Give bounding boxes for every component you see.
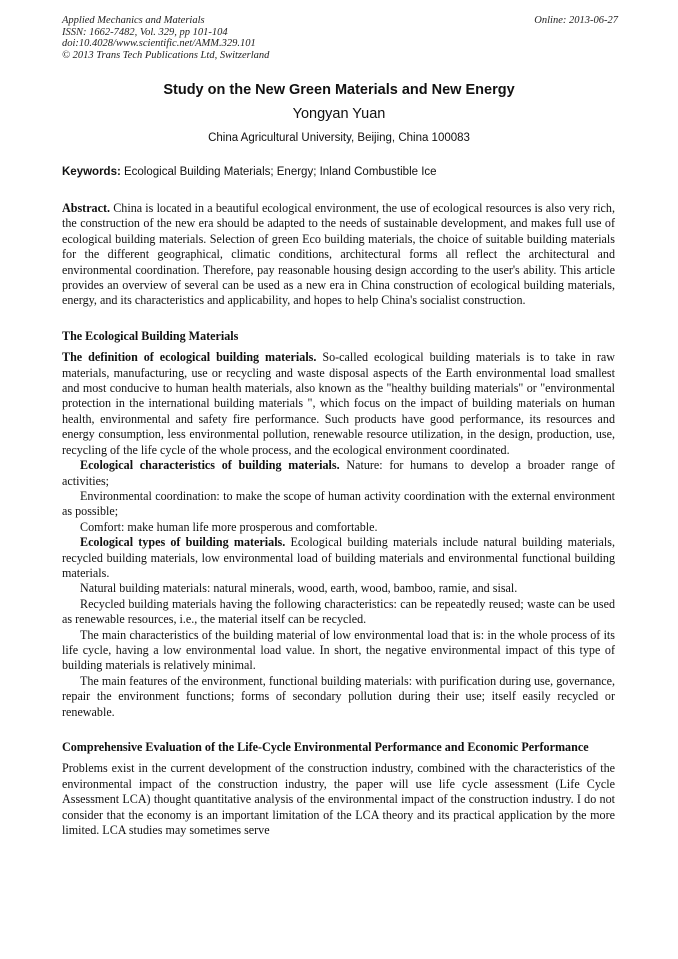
paragraph-functional: The main features of the environment, functional building materials: with purification during use, governance, repair the environment functions; forms of secondary pollution during their use; itself easily recycled or renewable. [62,673,615,719]
doi-line: doi:10.4028/www.scientific.net/AMM.329.101 [62,38,256,49]
keywords-label: Keywords: [62,166,121,178]
paper-title: Study on the New Green Materials and New Energy [163,82,515,98]
types-text: Ecological building materials include natural building materials, recycled building materials, low environmental load of building materials and environmental functional building materials. [62,535,615,580]
definition-text: So-called ecological building materials is to take in raw materials, manufacturing, use or recycling and waste disposal aspects of the Earth environmental load smallest and most conducive to human health materials, also known as the "healthy building materials" or "environmental protection in the international building materials ", which focus on the impact of building materials on human health, environmental and safety fire performance. Such products have good performance, its resources and energy consumption, less environmental pollution, renewable resource utilization, in the design, production, use, recycling of the life cycle of the whole process, and the ecological environment coordinated. [62,350,615,457]
issn-line: ISSN: 1662-7482, Vol. 329, pp 101-104 [62,26,228,38]
paragraph-low-load: The main characteristics of the building material of low environmental load that is: in the whole process of its life cycle, having a low environmental load value. In short, the negative environmental impact of this type of building materials is relatively minimal. [62,627,615,673]
paragraph-natural: Natural building materials: natural minerals, wood, earth, wood, bamboo, ramie, and sisal. [80,581,518,596]
paragraph-characteristics [62,458,615,489]
online-date: Online: 2013-06-27 [534,15,618,26]
paragraph-types [62,535,615,581]
characteristics-text: Nature: for humans to develop a broader range of activities; [62,458,615,488]
paragraph-recycled: Recycled building materials having the following characteristics: can be repeatedly reused; waste can be used as renewable resources, i.e., the material itself can be recycled. [62,596,615,627]
characteristics-label: Ecological characteristics of building materials. [80,458,340,473]
section-heading-ecological: The Ecological Building Materials [62,328,239,343]
keywords [62,165,616,179]
keywords-text: Ecological Building Materials; Energy; Inland Combustible Ice [120,166,437,178]
affiliation: China Agricultural University, Beijing, China 100083 [208,132,470,144]
paragraph-env-coordination: Environmental coordination: to make the scope of human activity coordination with the external environment as possible; [62,488,615,519]
abstract-text: China is located in a beautiful ecological environment, the use of ecological resources is also very rich, the construction of the new era should be adapted to the needs of sustainable development, and makes full use of ecological building materials. Selection of green Eco building materials, the choice of suitable building materials for the different geographical, climatic conditions, architectural forms all reflect the architectural and environmental coordination. Therefore, pay reasonable housing design according to the user's ability. This article provides an overview of several can be used as a new era in China construction of ecological building materials, energy, and its characteristics and applicability, and hopes to help China's socialist construction. [62,201,615,308]
paper-body [62,201,615,838]
paragraph-lifecycle: Problems exist in the current development of the construction industry, combined with the characteristics of the environmental impact of the construction industry, the paper will use life cycle assessment (Life Cycle Assessment LCA) thought quantitative analysis of the environmental impact of the construction industry. I do not consider that the economy is an important limitation of the LCA theory and its practical application by the more limited. LCA studies may sometimes serve [62,761,615,838]
copyright-line: © 2013 Trans Tech Publications Ltd, Switzerland [62,49,270,61]
section-heading-lifecycle: Comprehensive Evaluation of the Life-Cycle Environmental Performance and Economic Performance [62,740,589,754]
author-name: Yongyan Yuan [292,106,386,122]
paragraph-comfort: Comfort: make human life more prosperous and comfortable. [80,519,378,534]
paragraph-definition [62,350,615,458]
abstract-label: Abstract. [62,201,111,215]
definition-label: The definition of ecological building materials. [62,350,317,365]
journal-header [62,15,618,61]
journal-name: Applied Mechanics and Materials [62,15,205,26]
abstract [62,201,615,309]
types-label: Ecological types of building materials. [80,535,286,550]
